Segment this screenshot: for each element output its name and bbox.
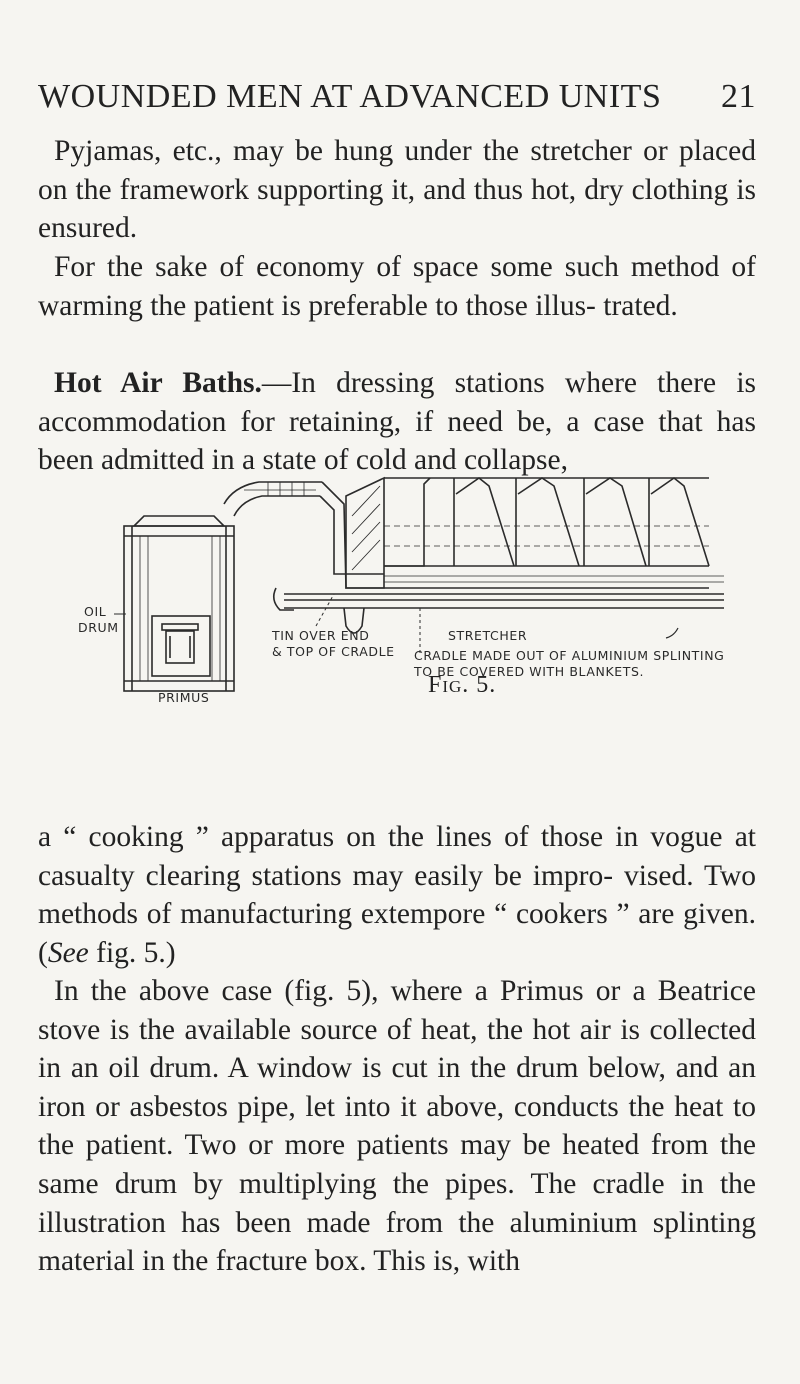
see-italic: See <box>47 936 89 969</box>
label-oil: OIL <box>84 604 107 619</box>
figure-caption: Fig. 5. <box>428 672 497 698</box>
paragraph-3 <box>38 364 756 480</box>
paragraph-4-start: a “ cooking ” apparatus on the lines of those in vogue at casualty clearing stations may easily be impro- vised. Two methods of manufacturing extempore “ cookers ” are given. ( <box>38 821 756 969</box>
figure-5-illustration <box>78 476 734 706</box>
paragraph-3-body: —In dressing stations where there is accommodation for retaining, if need be, a case that has been admitted in a state of cold and collapse, <box>38 367 756 477</box>
label-drum: DRUM <box>78 620 119 635</box>
cradle-frame <box>384 478 724 588</box>
paragraph-1: Pyjamas, etc., may be hung under the stretcher or placed on the framework supporting it, and thus hot, dry clothing is ensured. <box>38 135 756 245</box>
heat-pipe <box>224 482 322 504</box>
paragraph-4 <box>38 818 756 972</box>
label-tin-line-2: & TOP OF CRADLE <box>272 644 395 659</box>
paragraph-2: For the sake of economy of space some such method of warming the patient is preferable to those illus- trated. <box>38 251 756 322</box>
tin-end <box>346 478 384 588</box>
drum-window <box>152 616 210 676</box>
label-cradle-line-2: TO BE COVERED WITH BLANKETS. <box>414 664 645 679</box>
label-primus: PRIMUS <box>158 690 210 705</box>
paragraph-4-end: fig. 5.) <box>88 936 176 969</box>
paragraph-5: In the above case (fig. 5), where a Primus or a Beatrice stove is the available source of heat, the hot air is collected in an oil drum. A window is cut in the drum below, and an iron or asbestos pipe, let into it above, conducts the heat to the patient. Two or more patients may be heated from the same drum by multiplying the pipes. The cradle in the illustration has been made from the aluminium splinting material in the fracture box. This is, with <box>38 975 756 1278</box>
header-title: WOUNDED MEN AT ADVANCED UNITS <box>38 78 662 115</box>
running-header <box>38 78 756 116</box>
label-cradle-line-1: CRADLE MADE OUT OF ALUMINIUM SPLINTING <box>414 648 725 663</box>
label-tin-line-1: TIN OVER END <box>272 628 370 643</box>
label-stretcher: STRETCHER <box>448 628 528 643</box>
oil-drum-shape <box>124 526 234 691</box>
page-number: 21 <box>721 78 756 115</box>
section-heading-hot-air-baths: Hot Air Baths. <box>54 367 262 399</box>
